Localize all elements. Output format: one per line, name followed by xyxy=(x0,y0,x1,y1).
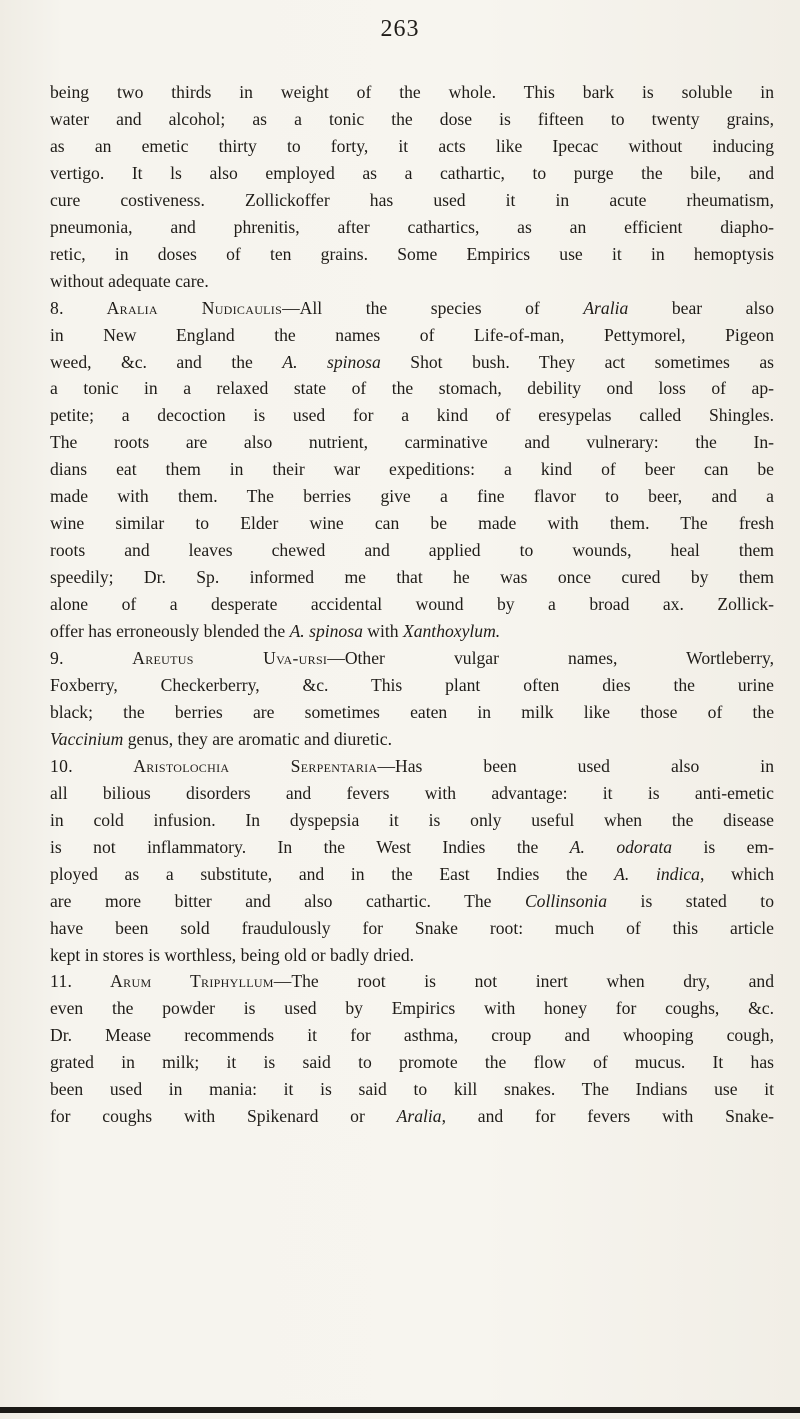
text-line: water and alcohol; as a tonic the dose is fifteen to twenty grains, xyxy=(50,108,774,129)
text-run: —The root is not inert when dry, and xyxy=(273,971,774,992)
italic-term: A. odorata xyxy=(569,836,673,857)
text-line xyxy=(50,968,774,995)
text-run: genus, they are aromatic and diuretic. xyxy=(123,728,392,749)
entry-heading: 11. Arum Triphyllum xyxy=(50,971,274,992)
text-line: been used in mania: it is said to kill snakes. The Indians use it xyxy=(50,1079,774,1100)
text-line: speedily; Dr. Sp. informed me that he was once cured by them xyxy=(50,567,774,588)
text-line: in cold infusion. In dyspepsia it is only useful when the disease xyxy=(50,809,774,830)
text-line xyxy=(50,726,774,753)
text-line: vertigo. It ls also employed as a cathartic, to purge the bile, and xyxy=(50,162,774,183)
text-run: —Has been used also in xyxy=(377,755,774,776)
text-line: The roots are also nutrient, carminative and vulnerary: the In- xyxy=(50,432,774,453)
text-line: dians eat them in their war expeditions: a kind of beer can be xyxy=(50,459,774,480)
text-run: weed, &c. and the xyxy=(50,351,283,372)
text-run: with xyxy=(362,621,403,642)
text-line: as an emetic thirty to forty, it acts like Ipecac without inducing xyxy=(50,135,774,156)
text-run: ployed as a substitute, and in the East Indies the xyxy=(50,863,615,884)
bottom-edge-rule xyxy=(0,1407,800,1413)
page-number: 263 xyxy=(380,16,420,42)
text-line: Foxberry, Checkerberry, &c. This plant often dies the urine xyxy=(50,674,774,695)
italic-term: Aralia xyxy=(396,1106,442,1127)
entry-heading: 8. Aralia Nudicaulis xyxy=(50,297,283,318)
text-line: even the powder is used by Empirics with honey for coughs, &c. xyxy=(50,998,774,1019)
text-run: offer has erroneously blended the xyxy=(50,621,290,642)
text-line xyxy=(50,888,774,915)
text-run: are more bitter and also cathartic. The xyxy=(50,890,525,911)
text-line: grated in milk; it is said to promote the flow of mucus. It has xyxy=(50,1052,774,1073)
page-body-text xyxy=(50,79,774,1130)
text-line xyxy=(50,753,774,780)
text-line: made with them. The berries give a fine flavor to beer, and a xyxy=(50,486,774,507)
text-line: petite; a decoction is used for a kind of eresypelas called Shingles. xyxy=(50,405,774,426)
text-line: alone of a desperate accidental wound by a broad ax. Zollick- xyxy=(50,594,774,615)
entry-heading: 10. Aristolochia Serpentaria xyxy=(50,755,378,776)
text-line: Dr. Mease recommends it for asthma, croup and whooping cough, xyxy=(50,1025,774,1046)
text-line: roots and leaves chewed and applied to wounds, heal them xyxy=(50,540,774,561)
text-line xyxy=(50,295,774,322)
text-line: wine similar to Elder wine can be made with them. The fresh xyxy=(50,513,774,534)
italic-term: Xanthoxylum. xyxy=(402,621,501,642)
text-line: kept in stores is worthless, being old or badly dried. xyxy=(50,944,415,965)
text-line xyxy=(50,618,774,645)
text-run: is not inflammatory. In the West Indies the xyxy=(50,836,570,857)
italic-term: A. spinosa xyxy=(282,351,381,372)
text-line xyxy=(50,861,774,888)
text-line: in New England the names of Life-of-man, Pettymorel, Pigeon xyxy=(50,324,774,345)
text-line: have been sold fraudulously for Snake root: much of this article xyxy=(50,917,774,938)
text-line xyxy=(50,1103,774,1130)
italic-term: Aralia xyxy=(583,297,629,318)
text-run: —All the species of xyxy=(282,297,584,318)
text-line: retic, in doses of ten grains. Some Empirics use it in hemoptysis xyxy=(50,243,774,264)
text-run: bear also xyxy=(628,297,774,318)
text-run: is em- xyxy=(672,836,774,857)
italic-term: Collinsonia xyxy=(524,890,608,911)
text-run: , and for fevers with Snake- xyxy=(441,1106,775,1127)
text-line: a tonic in a relaxed state of the stomach, debility ond loss of ap- xyxy=(50,378,774,399)
text-line: all bilious disorders and fevers with advantage: it is anti-emetic xyxy=(50,782,774,803)
text-line xyxy=(50,645,774,672)
text-line: pneumonia, and phrenitis, after cathartics, as an efficient diapho- xyxy=(50,216,774,237)
text-line xyxy=(50,349,774,376)
text-run: , which xyxy=(699,863,774,884)
italic-term: Vaccinium xyxy=(50,728,124,749)
text-run: for coughs with Spikenard or xyxy=(50,1106,397,1127)
text-line: being two thirds in weight of the whole. This bark is soluble in xyxy=(50,82,774,102)
text-line: black; the berries are sometimes eaten in milk like those of the xyxy=(50,701,774,722)
text-line: without adequate care. xyxy=(50,270,209,291)
text-line xyxy=(50,834,774,861)
text-line: cure costiveness. Zollickoffer has used it in acute rheumatism, xyxy=(50,189,774,210)
text-run: Shot bush. They act sometimes as xyxy=(380,351,775,372)
entry-heading: 9. Areutus Uva-ursi xyxy=(50,648,328,669)
italic-term: A. spinosa xyxy=(289,621,363,642)
italic-term: A. indica xyxy=(614,863,700,884)
text-run: —Other vulgar names, Wortleberry, xyxy=(327,648,774,669)
text-run: is stated to xyxy=(607,890,774,911)
